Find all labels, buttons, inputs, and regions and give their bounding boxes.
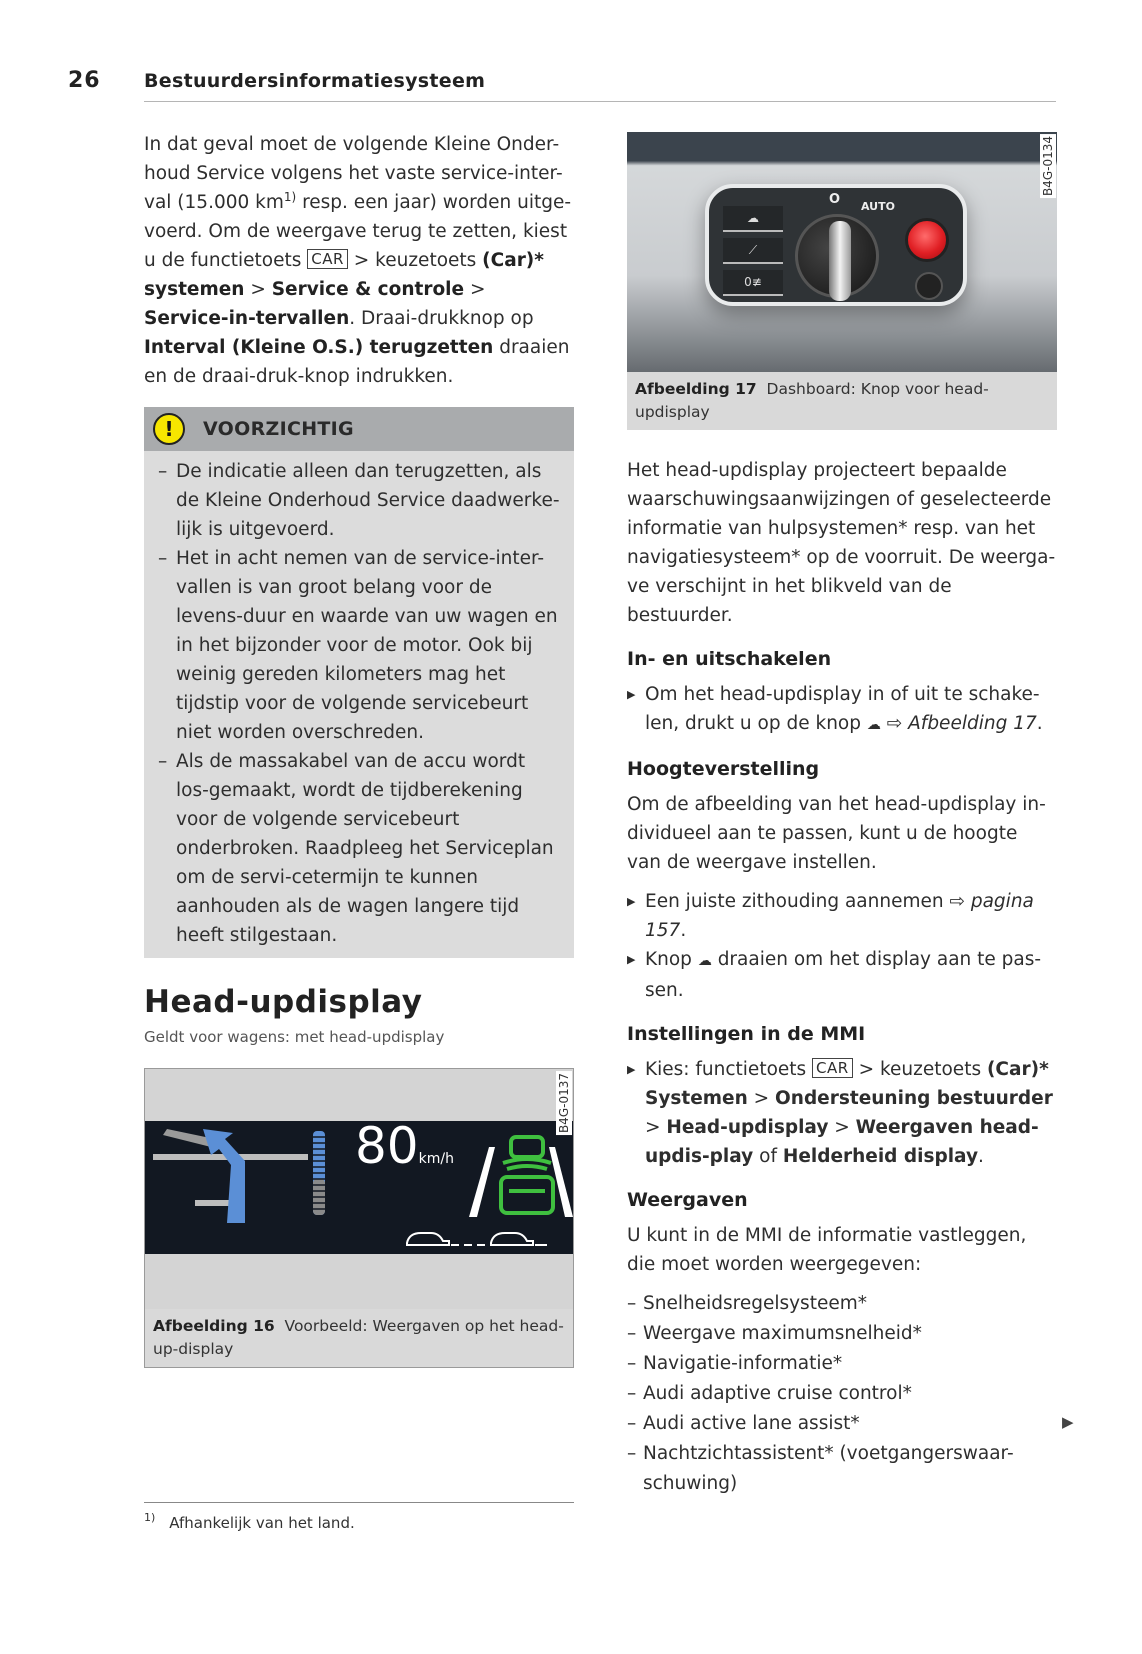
- figure-17: [627, 132, 1057, 430]
- navigation-arrow-icon: [203, 1129, 245, 1223]
- figure-link[interactable]: ⇨ Afbeelding 17: [886, 713, 1037, 734]
- car-key-badge: CAR: [812, 1058, 853, 1078]
- action-step: ▶ Een juiste zithouding aannemen ⇨ pagina 157.: [627, 887, 1057, 945]
- footnote: $^{1)}$ Afhankelijk van het land.: [144, 1511, 355, 1532]
- off-label: O: [829, 192, 841, 207]
- page-number: 26: [68, 68, 101, 93]
- hud-intro-paragraph: Het head-updisplay projecteert bepaalde waarschuwingsaanwijzingen of geselecteerde informatie van hulpsystemen* resp. van het navigatiesysteem* op de voorruit. De weerga-ve verschijnt in het blikveld van de bestuurder.: [627, 460, 1056, 626]
- dimmer-button: [915, 272, 943, 300]
- intro-paragraph: In dat geval moet de volgende Kleine Onder-houd Service volgens het vaste service-inter-val (15.000 $km^{1)}$ resp. een jaar) worden uitge-voerd. Om de weergave terug te zetten, kiest u de functietoets CAR > keuzetoets (Car)* systemen > Service & controle > Service-in-tervallen. Draai-drukknop op Interval (Kleine O.S.) terugzetten draaien en de draai-druk-knop indrukken.: [144, 134, 572, 387]
- page-link[interactable]: ⇨ pagina 157: [645, 891, 1034, 941]
- header-rule: [144, 101, 1056, 102]
- subheading-in-uit: In- en uitschakelen: [627, 648, 832, 670]
- continue-arrow-icon: ▶: [1062, 1413, 1074, 1431]
- hud-display-band: [145, 1117, 573, 1254]
- list-item: – Audi adaptive cruise control*: [627, 1379, 1057, 1409]
- figure-code: B4G-0137: [557, 1073, 571, 1134]
- action-step: ▶ Kies: functietoets CAR > keuzetoets (Car)* Systemen > Ondersteuning bestuurder > Head-updisplay > Weergaven head-updis-play of Helderheid display.: [627, 1055, 1057, 1171]
- caution-header: [144, 407, 574, 451]
- list-item: – Navigatie-informatie*: [627, 1349, 1057, 1379]
- lane-assist-button-icon: ⟋: [723, 238, 783, 264]
- subheading-mmi: Instellingen in de MMI: [627, 1023, 866, 1045]
- caution-item: – Als de massakabel van de accu wordt los-gemaakt, wordt de tijdberekening voor de volgende servicebeurt onderbroken. Raadpleeg het Serviceplan om de servi-cetermijn te kunnen aanhouden als de wagen langere tijd heeft stilgestaan.: [158, 747, 562, 950]
- hud-button-icon: ☁: [866, 717, 881, 733]
- list-item: – Weergave maximumsnelheid*: [627, 1319, 1057, 1349]
- hud-illustration: [145, 1069, 573, 1309]
- caution-item: – De indicatie alleen dan terugzetten, als de Kleine Onderhoud Service daadwerke-lijk is uitgevoerd.: [158, 457, 562, 544]
- caution-item: – Het in acht nemen van de service-inter-vallen is van groot belang voor de levens-duur en waarde van uw wagen en in het bijzonder voor de motor. Ook bij weinig gereden kilometers mag het tijdstip voor de volgende servicebeurt niet worden overschreden.: [158, 544, 562, 747]
- subheading-weergaven: Weergaven: [627, 1189, 748, 1211]
- hud-red-button: [905, 218, 949, 262]
- fog-light-button-icon: 0≢: [723, 270, 783, 296]
- action-step: ▶ Knop ☁ draaien om het display aan te pas-sen.: [627, 945, 1057, 1005]
- figure-caption: Afbeelding 16 Voorbeeld: Weergaven op het head-up-display: [145, 1309, 573, 1367]
- figure-16: [144, 1068, 574, 1368]
- list-item: – Snelheidsregelsysteem*: [627, 1289, 1057, 1319]
- lane-marking-icon: [469, 1147, 495, 1217]
- figure-caption: Afbeelding 17 Dashboard: Knop voor head-updisplay: [627, 372, 1057, 430]
- list-item: – Nachtzichtassistent* (voetgangerswaar-schuwing): [627, 1439, 1057, 1499]
- footnote-ref[interactable]: 1): [283, 190, 297, 204]
- hud-button-icon: ☁: [697, 953, 712, 969]
- weergaven-paragraph: U kunt in de MMI de informatie vastleggen, die moet worden weergegeven:: [627, 1225, 1027, 1275]
- weergaven-list: [627, 1289, 1057, 1499]
- applies-to-note: Geldt voor wagens: met head-updisplay: [144, 1028, 445, 1046]
- light-switch-illustration: [627, 132, 1057, 372]
- subheading-hoogte: Hoogteverstelling: [627, 758, 820, 780]
- caution-list: [144, 451, 574, 958]
- mmi-steps: [627, 1055, 1057, 1171]
- caution-title: VOORZICHTIG: [203, 418, 354, 440]
- hud-button-icon: ☁: [723, 206, 783, 232]
- list-item: – Audi active lane assist*: [627, 1409, 1057, 1439]
- light-rotary-knob: [795, 214, 879, 298]
- running-title: Bestuurdersinformatiesysteem: [144, 70, 486, 92]
- left-column: [144, 130, 574, 1368]
- hoogte-steps: [627, 887, 1057, 1005]
- car-key-badge: CAR: [307, 249, 348, 269]
- gauge-bar-icon: [313, 1131, 325, 1215]
- distance-indicator-icon: [407, 1233, 547, 1245]
- light-switch-panel: [705, 184, 967, 306]
- speed-readout: 80km/h: [355, 1117, 454, 1175]
- action-step: ▶ Om het head-updisplay in of uit te schake-len, drukt u op de knop ☁ ⇨ Afbeelding 17.: [627, 680, 1057, 740]
- auto-label: AUTO: [861, 200, 895, 213]
- hoogte-paragraph: Om de afbeelding van het head-updisplay in-dividueel aan te passen, kunt u de hoogte van de weergave instellen.: [627, 794, 1046, 873]
- figure-code: B4G-0134: [1041, 136, 1055, 197]
- warning-icon: !: [153, 413, 185, 445]
- caution-box: [144, 407, 574, 958]
- right-column: [627, 132, 1057, 1499]
- footnote-rule: [144, 1502, 574, 1503]
- section-title: Head-updisplay: [144, 984, 423, 1020]
- acc-vehicle-icon: [501, 1137, 553, 1213]
- in-uit-steps: [627, 680, 1057, 740]
